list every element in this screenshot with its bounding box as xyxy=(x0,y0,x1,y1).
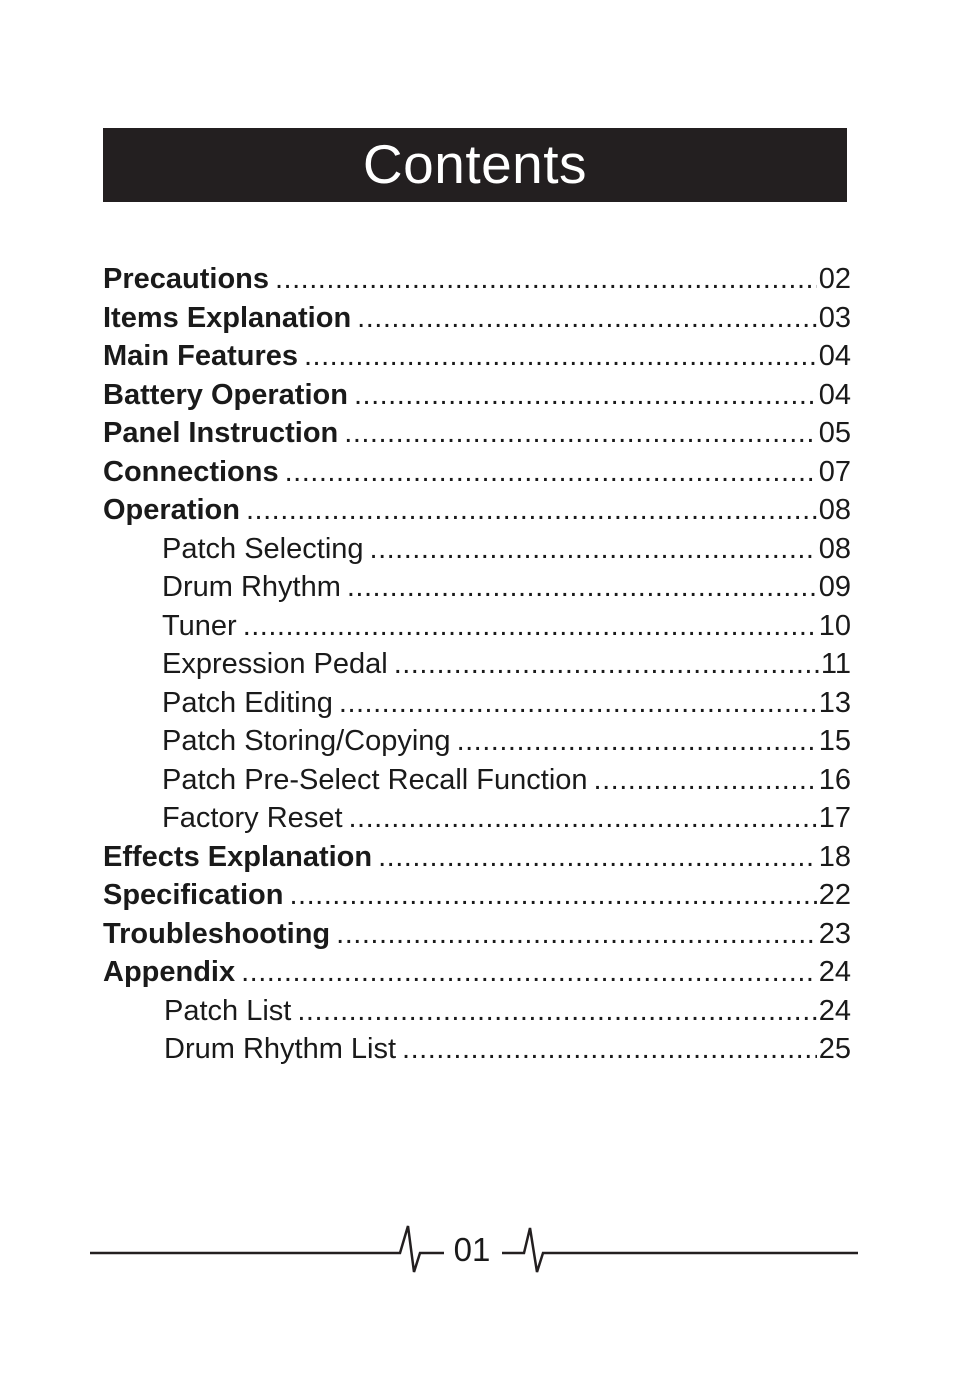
toc-entry[interactable] xyxy=(103,491,851,530)
toc-entry[interactable] xyxy=(103,722,851,761)
toc-entry-page: 04 xyxy=(818,340,851,372)
toc-entry-page: 11 xyxy=(820,648,851,680)
page-number: 01 xyxy=(453,1231,491,1268)
toc-leader-dots xyxy=(304,337,817,376)
page-title: Contents xyxy=(362,132,588,195)
toc-entry-page: 15 xyxy=(818,725,851,757)
toc-entry-label: Specification xyxy=(103,879,284,911)
toc-leader-dots xyxy=(285,453,817,492)
toc-entry-label: Patch Storing/Copying xyxy=(162,725,451,757)
toc-entry-page: 09 xyxy=(818,571,851,603)
table-of-contents xyxy=(103,260,851,1069)
toc-leader-dots xyxy=(344,414,816,453)
toc-entry-page: 22 xyxy=(818,879,851,911)
toc-entry-page: 08 xyxy=(818,494,851,526)
toc-entry-page: 10 xyxy=(818,609,851,642)
toc-entry-label: Patch List xyxy=(164,994,292,1027)
toc-entry-label: Items Explanation xyxy=(103,301,352,334)
toc-leader-dots xyxy=(241,953,817,992)
toc-entry-label: Panel Instruction xyxy=(103,417,339,449)
page-footer xyxy=(90,1220,860,1280)
toc-entry-page: 17 xyxy=(818,802,851,834)
toc-entry[interactable] xyxy=(103,299,851,338)
toc-entry-label: Drum Rhythm List xyxy=(164,1033,397,1065)
toc-leader-dots xyxy=(290,876,817,915)
toc-entry-label: Effects Explanation xyxy=(103,840,373,873)
toc-entry-page: 23 xyxy=(818,917,851,950)
toc-entry-page: 07 xyxy=(818,455,851,488)
toc-entry-page: 08 xyxy=(818,532,851,565)
toc-entry[interactable] xyxy=(103,876,851,915)
toc-entry-label: Appendix xyxy=(103,956,236,988)
toc-entry[interactable] xyxy=(103,645,851,684)
toc-leader-dots xyxy=(297,992,816,1031)
toc-entry-page: 05 xyxy=(818,417,851,449)
toc-entry-page: 24 xyxy=(818,994,851,1027)
toc-leader-dots xyxy=(336,915,817,954)
toc-entry[interactable] xyxy=(103,568,851,607)
toc-leader-dots xyxy=(594,761,817,800)
toc-entry[interactable] xyxy=(103,414,851,453)
toc-entry[interactable] xyxy=(103,1030,851,1069)
toc-entry[interactable] xyxy=(103,761,851,800)
toc-entry-label: Patch Selecting xyxy=(162,532,364,565)
toc-entry-page: 03 xyxy=(818,301,851,334)
toc-entry-page: 02 xyxy=(818,263,851,295)
toc-entry[interactable] xyxy=(103,376,851,415)
toc-leader-dots xyxy=(357,299,817,338)
toc-entry-label: Troubleshooting xyxy=(103,917,331,950)
toc-entry[interactable] xyxy=(103,953,851,992)
toc-entry-page: 18 xyxy=(818,840,851,873)
toc-leader-dots xyxy=(349,799,817,838)
toc-entry-label: Drum Rhythm xyxy=(162,571,341,603)
toc-leader-dots xyxy=(246,491,817,530)
title-bar xyxy=(103,128,847,202)
toc-entry-page: 25 xyxy=(818,1033,851,1065)
toc-leader-dots xyxy=(378,838,817,877)
toc-entry-label: Main Features xyxy=(103,340,298,372)
toc-entry[interactable] xyxy=(103,684,851,723)
toc-entry[interactable] xyxy=(103,453,851,492)
toc-entry[interactable] xyxy=(103,337,851,376)
toc-leader-dots xyxy=(354,376,817,415)
toc-leader-dots xyxy=(243,607,817,646)
toc-entry-label: Operation xyxy=(103,494,240,526)
toc-entry-label: Expression Pedal xyxy=(162,648,388,680)
toc-entry-page: 24 xyxy=(818,956,851,988)
toc-entry[interactable] xyxy=(103,260,851,299)
toc-entry[interactable] xyxy=(103,915,851,954)
toc-entry-label: Tuner xyxy=(162,609,237,642)
toc-entry[interactable] xyxy=(103,992,851,1031)
toc-leader-dots xyxy=(275,260,817,299)
toc-leader-dots xyxy=(339,684,817,723)
toc-entry-page: 13 xyxy=(818,686,851,719)
toc-leader-dots xyxy=(370,530,817,569)
toc-entry-label: Precautions xyxy=(103,263,269,295)
toc-leader-dots xyxy=(347,568,817,607)
toc-entry-label: Factory Reset xyxy=(162,802,343,834)
toc-leader-dots xyxy=(402,1030,817,1069)
toc-entry-page: 04 xyxy=(818,378,851,411)
toc-entry[interactable] xyxy=(103,607,851,646)
toc-leader-dots xyxy=(457,722,817,761)
toc-entry-label: Connections xyxy=(103,455,279,488)
toc-entry-label: Patch Pre-Select Recall Function xyxy=(162,763,588,796)
toc-entry[interactable] xyxy=(103,530,851,569)
toc-leader-dots xyxy=(394,645,819,684)
toc-entry-label: Patch Editing xyxy=(162,686,333,719)
toc-entry-label: Battery Operation xyxy=(103,378,348,411)
toc-entry[interactable] xyxy=(103,838,851,877)
toc-entry-page: 16 xyxy=(818,763,851,796)
toc-entry[interactable] xyxy=(103,799,851,838)
